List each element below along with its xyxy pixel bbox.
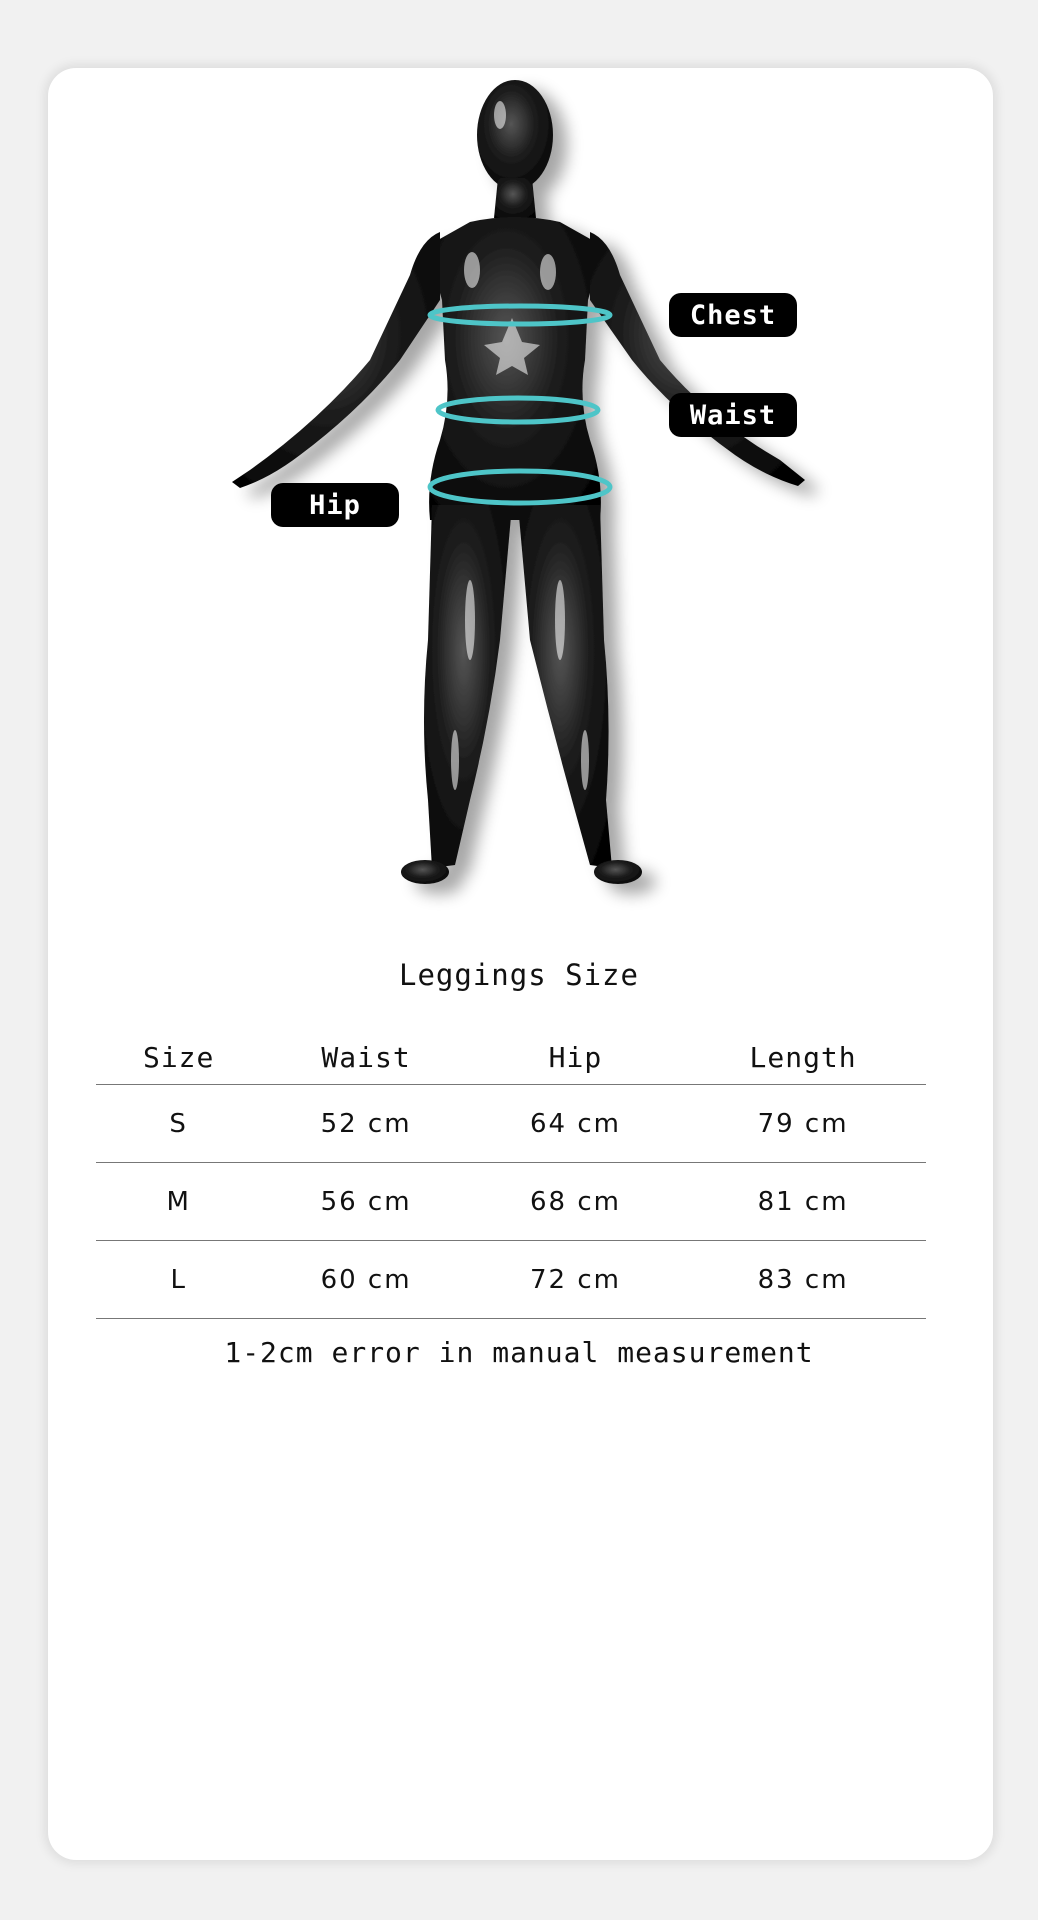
size-table <box>96 1030 926 1319</box>
cell-length: 83 cm <box>680 1241 926 1319</box>
cell-waist: 60 cm <box>261 1241 470 1319</box>
cell-hip: 64 cm <box>471 1085 680 1163</box>
cell-hip: 72 cm <box>471 1241 680 1319</box>
hip-label: Hip <box>271 483 399 527</box>
chest-label: Chest <box>669 293 797 337</box>
table-row <box>96 1163 926 1241</box>
cell-hip: 68 cm <box>471 1163 680 1241</box>
mannequin-illustration <box>0 0 1038 920</box>
table-header-row <box>96 1030 926 1085</box>
header-waist: Waist <box>261 1030 470 1085</box>
cell-waist: 56 cm <box>261 1163 470 1241</box>
mannequin-figure <box>0 0 1038 920</box>
cell-waist: 52 cm <box>261 1085 470 1163</box>
table-row <box>96 1085 926 1163</box>
header-hip: Hip <box>471 1030 680 1085</box>
cell-length: 81 cm <box>680 1163 926 1241</box>
size-chart-title: Leggings Size <box>399 958 639 992</box>
header-size: Size <box>96 1030 261 1085</box>
measurement-note: 1-2cm error in manual measurement <box>224 1336 814 1369</box>
header-length: Length <box>680 1030 926 1085</box>
cell-size: S <box>96 1085 261 1163</box>
waist-label: Waist <box>669 393 797 437</box>
cell-length: 79 cm <box>680 1085 926 1163</box>
cell-size: L <box>96 1241 261 1319</box>
cell-size: M <box>96 1163 261 1241</box>
table-row <box>96 1241 926 1319</box>
